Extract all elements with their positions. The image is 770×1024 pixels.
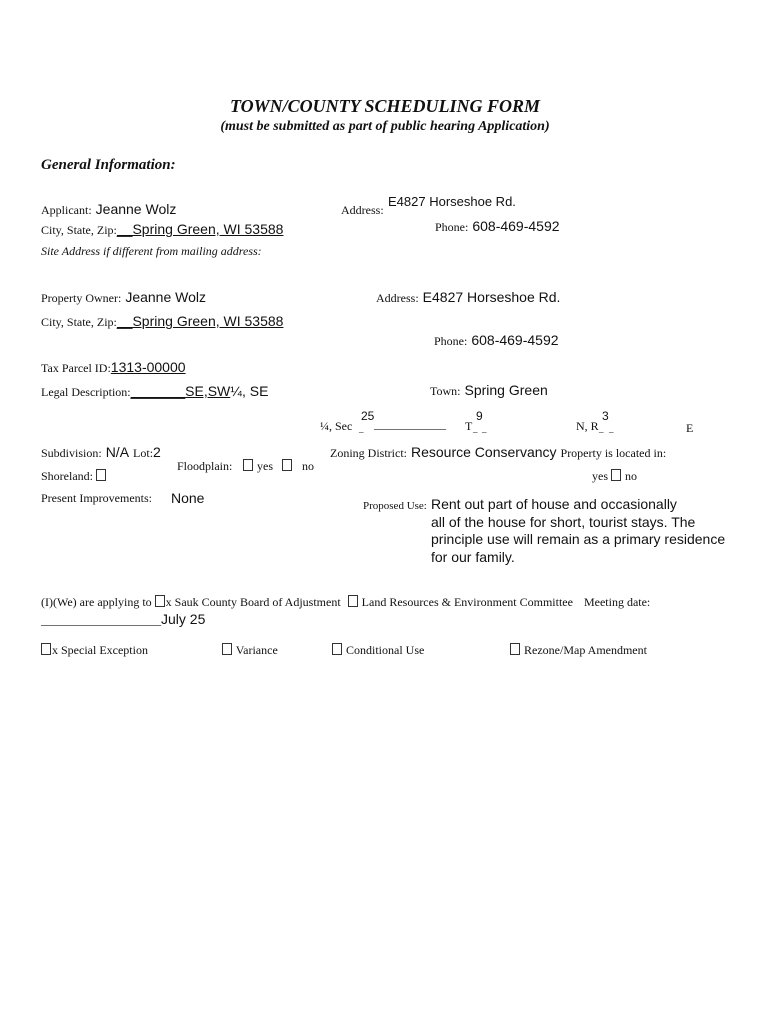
owner-city-row — [41, 313, 283, 331]
owner-row — [41, 289, 206, 307]
floodplain-no-checkbox[interactable] — [282, 459, 292, 471]
tax-parcel-label: Tax Parcel ID: — [41, 361, 111, 375]
board-label: Sauk County Board of Adjustment — [174, 595, 341, 609]
owner-city-underline: __ — [116, 313, 133, 329]
general-info-heading: General Information: — [41, 157, 176, 173]
meeting-date-line: ____________________ — [41, 613, 161, 627]
lot-field[interactable]: 2 — [153, 444, 161, 460]
quarter-sec-label: ¼, Sec — [320, 419, 353, 433]
zoning-row — [330, 444, 666, 462]
city-field[interactable] — [117, 221, 284, 237]
owner-city-label: City, State, Zip: — [41, 315, 117, 329]
shoreland-yes-label: yes — [592, 469, 608, 483]
owner-address-row — [376, 289, 560, 307]
shoreland-no-label: no — [625, 469, 637, 483]
form-title: TOWN/COUNTY SCHEDULING FORM — [229, 96, 541, 116]
tax-parcel-row — [41, 359, 186, 377]
committee-label: Land Resources & Environment Committee — [361, 595, 573, 609]
address-field[interactable]: E4827 Horseshoe Rd. — [388, 194, 516, 209]
option-variance[interactable] — [222, 643, 278, 658]
phone-field[interactable]: 608-469-4592 — [472, 218, 560, 234]
applicant-label: Applicant: — [41, 203, 92, 217]
east-label: E — [686, 421, 694, 435]
range-sub-mark: _ — [599, 424, 604, 434]
present-improvements-field[interactable]: None — [171, 490, 205, 506]
floodplain-label: Floodplain: — [177, 459, 233, 473]
city-row — [41, 221, 283, 239]
owner-city-value: Spring Green, WI 53588 — [132, 313, 284, 329]
rezone-checkbox[interactable] — [510, 643, 520, 655]
phone-row — [435, 218, 560, 236]
applicant-field[interactable]: Jeanne Wolz — [95, 201, 177, 217]
property-located-label: Property is located in: — [560, 446, 667, 460]
applicant-row — [41, 201, 176, 219]
owner-city-field[interactable] — [117, 313, 284, 329]
legal-row — [41, 383, 268, 401]
variance-label: Variance — [235, 643, 278, 657]
legal-label: Legal Description: — [41, 385, 131, 399]
city-underline: __ — [116, 221, 133, 237]
meeting-date-row — [41, 611, 205, 629]
proposed-use-line: for our family. — [431, 548, 515, 565]
proposed-use-line: Rent out part of house and occasionally — [431, 496, 677, 512]
option-rezone[interactable] — [510, 643, 647, 658]
form-subtitle: (must be submitted as part of public hearing Application) — [220, 119, 550, 134]
township-label: T — [465, 419, 473, 433]
site-address-label: Site Address if different from mailing address: — [41, 244, 262, 258]
floodplain-yes-checkbox[interactable] — [243, 459, 253, 471]
owner-phone-row — [434, 332, 559, 350]
present-improvements-label: Present Improvements: — [41, 491, 152, 505]
legal-value: SE,SW — [185, 383, 231, 399]
town-row — [430, 382, 548, 400]
rezone-label: Rezone/Map Amendment — [524, 643, 647, 657]
board-x-mark: x — [165, 595, 172, 609]
zoning-field[interactable]: Resource Conservancy — [411, 444, 557, 460]
shoreland-row — [41, 469, 107, 484]
township-field[interactable]: 9 — [476, 409, 483, 423]
owner-label: Property Owner: — [41, 291, 122, 305]
township-sub-mark-2: _ — [482, 424, 487, 434]
address-label: Address: — [341, 203, 384, 217]
legal-suffix: ¼, SE — [230, 383, 269, 399]
city-label: City, State, Zip: — [41, 223, 117, 237]
township-sub-mark: _ — [473, 424, 478, 434]
owner-address-label: Address: — [376, 291, 419, 305]
floodplain-no-label: no — [302, 459, 314, 473]
lot-label: Lot: — [133, 446, 154, 460]
shoreland-no-checkbox[interactable] — [611, 469, 621, 481]
phone-label: Phone: — [435, 220, 469, 234]
subdivision-label: Subdivision: — [41, 446, 102, 460]
town-label: Town: — [430, 384, 461, 398]
special-exception-checkbox[interactable] — [41, 643, 51, 655]
special-exception-x-mark: x — [52, 643, 58, 657]
proposed-use-field[interactable] — [431, 496, 725, 566]
conditional-use-checkbox[interactable] — [332, 643, 342, 655]
proposed-use-label: Proposed Use: — [363, 500, 427, 512]
shoreland-label: Shoreland: — [41, 469, 93, 483]
floodplain-yes-label: yes — [257, 459, 273, 473]
floodplain-no[interactable] — [282, 459, 314, 474]
proposed-use-line: principle use will remain as a primary residence — [431, 531, 726, 547]
range-field[interactable]: 3 — [602, 409, 609, 423]
owner-address-field[interactable]: E4827 Horseshoe Rd. — [422, 289, 561, 305]
meeting-date-label: Meeting date: — [583, 595, 651, 609]
conditional-use-label: Conditional Use — [346, 643, 425, 657]
sec-field[interactable]: 25 — [361, 409, 375, 423]
city-value: Spring Green, WI 53588 — [132, 221, 284, 237]
owner-phone-field[interactable]: 608-469-4592 — [471, 332, 559, 348]
floodplain-yes[interactable] — [243, 459, 273, 474]
sec-line: ____________ — [374, 417, 446, 431]
legal-underline: _______ — [130, 383, 186, 399]
option-conditional-use[interactable] — [332, 643, 424, 658]
legal-field[interactable] — [131, 383, 231, 399]
owner-field[interactable]: Jeanne Wolz — [125, 289, 207, 305]
subdivision-field[interactable]: N/A — [105, 444, 130, 460]
shoreland-yes-no — [592, 469, 637, 484]
sec-sub-mark: _ — [359, 424, 364, 434]
board-checkbox[interactable] — [155, 595, 165, 607]
proposed-use-line: all of the house for short, tourist stays. The — [431, 513, 696, 530]
option-special-exception[interactable] — [41, 643, 148, 658]
range-label: N, R — [576, 419, 599, 433]
applying-row — [41, 595, 650, 610]
range-sub-mark-2: _ — [609, 424, 614, 434]
town-field[interactable]: Spring Green — [464, 382, 548, 398]
subdivision-row — [41, 444, 161, 462]
applying-prefix: (I)(We) are applying to — [41, 595, 152, 609]
tax-parcel-field[interactable]: 1313-00000 — [110, 359, 186, 375]
variance-checkbox[interactable] — [222, 643, 232, 655]
owner-phone-label: Phone: — [434, 334, 468, 348]
committee-checkbox[interactable] — [348, 595, 358, 607]
meeting-date-field[interactable]: July 25 — [161, 611, 206, 627]
zoning-label: Zoning District: — [330, 446, 407, 460]
shoreland-checkbox[interactable] — [96, 469, 106, 481]
special-exception-label: Special Exception — [61, 643, 148, 657]
